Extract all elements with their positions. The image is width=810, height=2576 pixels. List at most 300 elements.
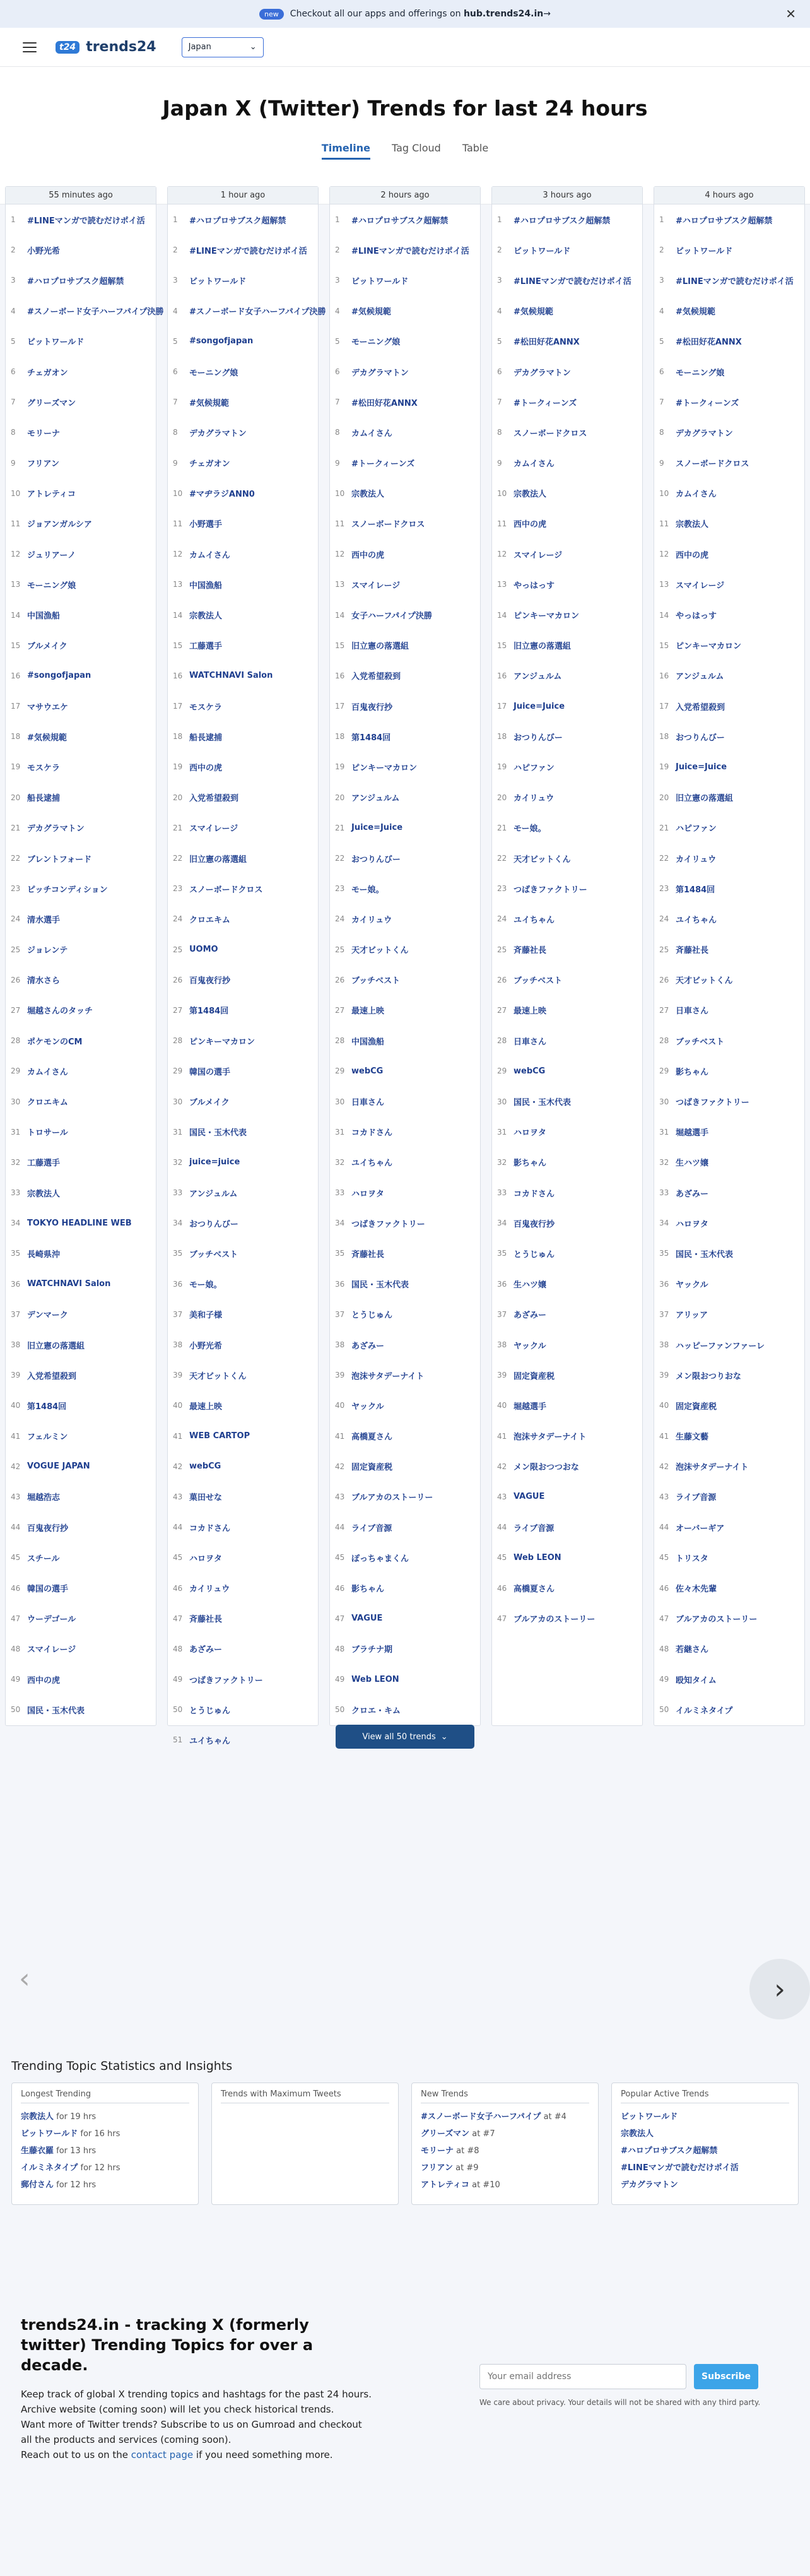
trend-link[interactable]: #マヂラジANN0	[189, 490, 255, 500]
trend-link[interactable]: コカドさん	[189, 1523, 231, 1533]
stats-trend-link[interactable]: #スノーボード女子ハーフパイプ	[421, 2112, 541, 2122]
trend-link[interactable]: 韓国の選手	[189, 1067, 231, 1077]
trend-item[interactable]	[654, 1330, 804, 1360]
trend-link[interactable]: 第1484回	[27, 1402, 67, 1412]
trend-link[interactable]: #LINEマンガで読むだけポイ活	[514, 276, 631, 287]
trend-item[interactable]	[168, 630, 318, 661]
stats-trend-link[interactable]: 郵付さん	[21, 2180, 54, 2190]
stats-trend-link[interactable]: 生藤衣羅	[21, 2146, 54, 2156]
trend-item[interactable]	[654, 873, 804, 904]
trend-item[interactable]	[6, 1573, 156, 1603]
trend-link[interactable]: #トークィーンズ	[351, 459, 415, 470]
trend-link[interactable]: とうじゅん	[189, 1706, 231, 1716]
trend-item[interactable]	[168, 1573, 318, 1603]
trend-link[interactable]: クロエキム	[189, 915, 230, 925]
trend-item[interactable]	[654, 1421, 804, 1451]
trend-link[interactable]: ピッチコンディション	[27, 885, 108, 895]
trend-item[interactable]	[168, 1086, 318, 1116]
trend-item[interactable]	[330, 1694, 480, 1725]
trend-link[interactable]: 第1484回	[676, 885, 715, 895]
trend-link[interactable]: 旧立憲の落選組	[676, 794, 734, 804]
trend-link[interactable]: アンジュルム	[189, 1189, 238, 1199]
trend-item[interactable]	[492, 235, 642, 265]
trend-link[interactable]: ブルメイク	[189, 1098, 230, 1108]
trend-link[interactable]: #songofjapan	[189, 336, 254, 346]
trend-item[interactable]	[168, 873, 318, 904]
trend-item[interactable]	[654, 1512, 804, 1542]
trend-link[interactable]: アンジュルム	[351, 794, 400, 804]
trend-item[interactable]	[330, 1269, 480, 1299]
trend-item[interactable]	[168, 1482, 318, 1512]
trend-link[interactable]: 西中の虎	[189, 763, 223, 773]
trend-item[interactable]	[330, 478, 480, 509]
trend-link[interactable]: アトレティコ	[27, 490, 76, 500]
trend-item[interactable]	[654, 1238, 804, 1268]
trend-item[interactable]	[654, 843, 804, 873]
trend-link[interactable]: TOKYO HEADLINE WEB	[27, 1218, 132, 1228]
trend-link[interactable]: 宗教法人	[189, 612, 223, 622]
trend-link[interactable]: 高橋夏さん	[514, 1585, 555, 1595]
country-select[interactable]	[182, 37, 264, 57]
trend-link[interactable]: 天才ビットくん	[514, 854, 571, 865]
trend-link[interactable]: ヤックル	[351, 1402, 384, 1412]
trend-item[interactable]	[6, 1451, 156, 1482]
trend-item[interactable]	[492, 387, 642, 417]
trend-item[interactable]	[492, 448, 642, 478]
trend-item[interactable]	[492, 1512, 642, 1542]
trend-link[interactable]: あざみー	[514, 1311, 547, 1321]
trend-item[interactable]	[492, 873, 642, 904]
trend-link[interactable]: #ハロプロサブスク超解禁	[514, 216, 611, 226]
next-arrow-icon[interactable]: ›	[749, 1959, 810, 2019]
trend-item[interactable]	[168, 1542, 318, 1573]
trend-item[interactable]	[492, 1238, 642, 1268]
trend-item[interactable]	[654, 600, 804, 630]
trend-item[interactable]	[6, 448, 156, 478]
trend-item[interactable]	[6, 1542, 156, 1573]
trend-item[interactable]	[654, 721, 804, 752]
trend-item[interactable]	[168, 600, 318, 630]
trend-link[interactable]: 最速上映	[189, 1402, 223, 1412]
trend-link[interactable]: 斉藤社長	[676, 946, 709, 956]
trend-item[interactable]	[654, 1025, 804, 1056]
menu-icon[interactable]	[23, 42, 37, 52]
trend-item[interactable]	[654, 265, 804, 295]
trend-link[interactable]: 殴知タイム	[676, 1675, 717, 1686]
stats-trend-link[interactable]: アトレティコ	[421, 2180, 469, 2190]
trend-link[interactable]: 国民・玉木代表	[189, 1128, 247, 1138]
trend-link[interactable]: 入党希望殺到	[676, 702, 725, 712]
trend-link[interactable]: webCG	[514, 1066, 546, 1076]
trend-link[interactable]: ライブ音源	[514, 1523, 555, 1533]
trend-item[interactable]	[168, 1269, 318, 1299]
contact-link[interactable]: contact page	[131, 2449, 194, 2461]
trend-link[interactable]: #気候規範	[351, 307, 391, 317]
trend-link[interactable]: アリッア	[676, 1311, 708, 1321]
trend-link[interactable]: 生ハツ嬢	[676, 1159, 709, 1169]
trend-link[interactable]: 中国漁船	[189, 581, 223, 591]
trend-link[interactable]: おつりんびー	[189, 1219, 238, 1229]
trend-item[interactable]	[6, 721, 156, 752]
trend-link[interactable]: ブレントフォード	[27, 854, 92, 865]
trend-link[interactable]: スマイレージ	[514, 550, 563, 560]
trend-link[interactable]: フリアン	[27, 459, 59, 470]
trend-link[interactable]: 小野光希	[27, 246, 61, 256]
trend-link[interactable]: 固定資産税	[514, 1371, 555, 1381]
trend-link[interactable]: ピンキーマカロン	[676, 642, 742, 652]
trend-item[interactable]	[168, 539, 318, 569]
trend-link[interactable]: 影ちゃん	[514, 1159, 547, 1169]
trend-item[interactable]	[654, 296, 804, 326]
trend-link[interactable]: 韓国の選手	[27, 1585, 69, 1595]
trend-item[interactable]	[492, 539, 642, 569]
trend-item[interactable]	[492, 1178, 642, 1208]
trend-link[interactable]: カムイさん	[514, 459, 555, 470]
trend-item[interactable]	[330, 204, 480, 235]
trend-item[interactable]	[492, 904, 642, 934]
stats-trend-link[interactable]: フリアン	[421, 2163, 453, 2173]
trend-link[interactable]: #松田好花ANNX	[676, 338, 742, 348]
trend-item[interactable]	[330, 265, 480, 295]
trend-item[interactable]	[492, 569, 642, 600]
trend-item[interactable]	[168, 509, 318, 539]
trend-item[interactable]	[330, 1208, 480, 1238]
trend-link[interactable]: 百鬼夜行抄	[514, 1219, 555, 1229]
trend-link[interactable]: ビットワールド	[676, 246, 733, 256]
trend-item[interactable]	[168, 935, 318, 965]
trend-item[interactable]	[654, 417, 804, 447]
trend-item[interactable]	[330, 1604, 480, 1634]
trend-link[interactable]: ヤックル	[676, 1280, 708, 1291]
trend-item[interactable]	[6, 1634, 156, 1664]
trend-link[interactable]: #気候規範	[514, 307, 553, 317]
trend-item[interactable]	[654, 1360, 804, 1390]
trend-link[interactable]: マサウエケ	[27, 702, 69, 712]
trend-item[interactable]	[168, 721, 318, 752]
trend-link[interactable]: チェガオン	[27, 368, 68, 378]
trend-link[interactable]: 天才ビットくん	[676, 976, 733, 986]
trend-link[interactable]: カイリュウ	[514, 794, 555, 804]
trend-link[interactable]: #LINEマンガで読むだけポイ活	[27, 216, 145, 226]
stats-trend-link[interactable]: 宗教法人	[21, 2112, 54, 2122]
trend-link[interactable]: ブッチベスト	[676, 1037, 725, 1047]
trend-link[interactable]: #ハロプロサブスク超解禁	[27, 276, 124, 287]
trend-item[interactable]	[654, 1451, 804, 1482]
trend-link[interactable]: ハピファン	[676, 824, 717, 834]
trend-item[interactable]	[492, 1360, 642, 1390]
trend-item[interactable]	[330, 387, 480, 417]
trend-item[interactable]	[654, 1178, 804, 1208]
trend-item[interactable]	[492, 1482, 642, 1512]
trend-item[interactable]	[330, 1451, 480, 1482]
trend-item[interactable]	[492, 478, 642, 509]
trend-item[interactable]	[654, 630, 804, 661]
trend-link[interactable]: モリーナ	[27, 428, 61, 439]
trend-item[interactable]	[492, 265, 642, 295]
trend-link[interactable]: 最速上映	[514, 1007, 547, 1017]
trend-item[interactable]	[492, 1330, 642, 1360]
trend-link[interactable]: 固定資産税	[351, 1463, 393, 1473]
trend-link[interactable]: 中国漁船	[27, 612, 61, 622]
trend-item[interactable]	[330, 752, 480, 782]
trend-link[interactable]: モーニング娘	[676, 368, 725, 378]
trend-item[interactable]	[168, 1451, 318, 1482]
trend-link[interactable]: 最速上映	[351, 1007, 385, 1017]
trend-link[interactable]: ユイちゃん	[351, 1159, 393, 1169]
trend-link[interactable]: ブルメイク	[27, 642, 68, 652]
trend-link[interactable]: WATCHNAVI Salon	[27, 1279, 111, 1289]
trend-item[interactable]	[168, 995, 318, 1025]
trend-link[interactable]: Juice=Juice	[514, 701, 565, 711]
trend-link[interactable]: ユイちゃん	[676, 915, 717, 925]
trend-item[interactable]	[330, 235, 480, 265]
trend-link[interactable]: ジュリアーノ	[27, 550, 76, 560]
trend-item[interactable]	[6, 1238, 156, 1268]
trend-link[interactable]: #songofjapan	[27, 671, 91, 681]
trend-item[interactable]	[654, 1573, 804, 1603]
view-all-button[interactable]	[336, 1725, 474, 1749]
trend-item[interactable]	[492, 600, 642, 630]
trend-item[interactable]	[492, 995, 642, 1025]
trend-link[interactable]: デカグラマトン	[27, 824, 85, 834]
trend-link[interactable]: カムイさん	[189, 550, 230, 560]
trend-item[interactable]	[492, 1269, 642, 1299]
trend-link[interactable]: コカドさん	[514, 1189, 555, 1199]
trend-item[interactable]	[330, 1117, 480, 1147]
trend-item[interactable]	[654, 691, 804, 721]
trend-item[interactable]	[492, 357, 642, 387]
trend-item[interactable]	[6, 1086, 156, 1116]
trend-link[interactable]: オーバーギア	[676, 1523, 725, 1533]
trend-link[interactable]: カムイさん	[351, 428, 392, 439]
trend-item[interactable]	[168, 1725, 318, 1755]
trend-link[interactable]: やっはっす	[676, 612, 717, 622]
trend-item[interactable]	[168, 1360, 318, 1390]
trend-item[interactable]	[6, 661, 156, 691]
trend-link[interactable]: #ハロプロサブスク超解禁	[189, 216, 286, 226]
trend-link[interactable]: #スノーボード女子ハーフパイプ決勝	[189, 307, 326, 317]
trend-item[interactable]	[492, 1421, 642, 1451]
trend-item[interactable]	[330, 1330, 480, 1360]
trend-item[interactable]	[492, 1451, 642, 1482]
trend-link[interactable]: ハロヲタ	[351, 1189, 384, 1199]
trend-link[interactable]: 生藤文藝	[676, 1433, 709, 1443]
trend-item[interactable]	[168, 965, 318, 995]
trend-link[interactable]: 日車さん	[351, 1098, 385, 1108]
trend-item[interactable]	[168, 417, 318, 447]
trend-item[interactable]	[6, 326, 156, 357]
trend-link[interactable]: 生ハツ嬢	[514, 1280, 547, 1291]
trend-item[interactable]	[168, 296, 326, 326]
trend-link[interactable]: カイリュウ	[351, 915, 392, 925]
trend-link[interactable]: 泡沫サタデーナイト	[676, 1463, 749, 1473]
trend-link[interactable]: 天才ビットくん	[351, 946, 409, 956]
trend-item[interactable]	[492, 417, 642, 447]
trend-item[interactable]	[168, 1604, 318, 1634]
trend-link[interactable]: ブルアカのストーリー	[676, 1615, 758, 1625]
trend-item[interactable]	[6, 1421, 156, 1451]
trend-item[interactable]	[654, 1117, 804, 1147]
trend-link[interactable]: スノーボードクロス	[189, 885, 263, 895]
trend-link[interactable]: 斉藤社長	[514, 946, 547, 956]
trend-link[interactable]: スマイレージ	[189, 824, 238, 834]
trend-item[interactable]	[654, 1147, 804, 1178]
trend-link[interactable]: 高橋夏さん	[351, 1433, 393, 1443]
trend-item[interactable]	[168, 813, 318, 843]
trend-item[interactable]	[330, 935, 480, 965]
trend-link[interactable]: ブルアカのストーリー	[514, 1615, 596, 1625]
trend-item[interactable]	[492, 296, 642, 326]
trend-link[interactable]: 旧立憲の落選組	[189, 854, 247, 865]
trend-link[interactable]: 影ちゃん	[351, 1585, 385, 1595]
trend-link[interactable]: 国民・玉木代表	[676, 1250, 734, 1260]
trend-link[interactable]: クロエ・キム	[351, 1706, 401, 1716]
trend-link[interactable]: 旧立憲の落選組	[27, 1341, 85, 1351]
trend-item[interactable]	[6, 296, 164, 326]
trend-item[interactable]	[492, 1056, 642, 1086]
trend-link[interactable]: 第1484回	[351, 733, 391, 743]
trend-item[interactable]	[492, 752, 642, 782]
trend-link[interactable]: ビットワールド	[514, 246, 571, 256]
trend-link[interactable]: デカグラマトン	[351, 368, 409, 378]
trend-link[interactable]: 国民・玉木代表	[514, 1098, 572, 1108]
trend-item[interactable]	[492, 1147, 642, 1178]
trend-item[interactable]	[6, 1025, 156, 1056]
trend-link[interactable]: 堀越浩志	[27, 1493, 61, 1503]
trend-item[interactable]	[492, 1208, 642, 1238]
trend-item[interactable]	[654, 326, 804, 357]
trend-link[interactable]: つばきファクトリー	[514, 885, 587, 895]
trend-link[interactable]: 国民・玉木代表	[27, 1706, 85, 1716]
trend-link[interactable]: メン限おつつおな	[514, 1463, 579, 1473]
trend-link[interactable]: ビットワールド	[27, 338, 85, 348]
trend-item[interactable]	[168, 904, 318, 934]
trend-item[interactable]	[330, 1238, 480, 1268]
trend-item[interactable]	[330, 813, 480, 843]
trend-link[interactable]: やっはっす	[514, 581, 555, 591]
trend-link[interactable]: ビットワールド	[189, 276, 247, 287]
trend-link[interactable]: 工藤選手	[27, 1159, 61, 1169]
trend-link[interactable]: ピンキーマカロン	[351, 763, 418, 773]
trend-link[interactable]: イルミネタイプ	[676, 1706, 733, 1716]
trend-item[interactable]	[168, 1512, 318, 1542]
trend-link[interactable]: Web LEON	[514, 1552, 561, 1563]
trend-item[interactable]	[168, 661, 318, 691]
trend-item[interactable]	[168, 265, 318, 295]
trend-link[interactable]: ハロヲタ	[189, 1554, 222, 1564]
trend-link[interactable]: クロエキム	[27, 1098, 68, 1108]
trend-link[interactable]: おつりんびー	[514, 733, 563, 743]
trend-link[interactable]: モーニング娘	[189, 368, 238, 378]
trend-item[interactable]	[6, 1056, 156, 1086]
trend-item[interactable]	[330, 569, 480, 600]
trend-link[interactable]: 小野光希	[189, 1341, 223, 1351]
trend-item[interactable]	[330, 783, 480, 813]
trend-item[interactable]	[330, 509, 480, 539]
trend-item[interactable]	[492, 691, 642, 721]
trend-link[interactable]: 女子ハーフパイプ決勝	[351, 612, 432, 622]
trend-link[interactable]: とうじゅん	[514, 1250, 555, 1260]
trend-item[interactable]	[168, 1634, 318, 1664]
trend-link[interactable]: Web LEON	[351, 1674, 399, 1684]
trend-item[interactable]	[6, 478, 156, 509]
subscribe-button[interactable]: Subscribe	[694, 2364, 758, 2389]
trend-item[interactable]	[492, 813, 642, 843]
email-field[interactable]	[479, 2364, 686, 2389]
trend-link[interactable]: #松田好花ANNX	[514, 338, 580, 348]
trend-item[interactable]	[6, 1269, 156, 1299]
trend-item[interactable]	[168, 1694, 318, 1725]
trend-item[interactable]	[492, 326, 642, 357]
trend-item[interactable]	[330, 1664, 480, 1694]
trend-link[interactable]: おつりんびー	[351, 854, 401, 865]
trend-link[interactable]: モーニング娘	[351, 338, 401, 348]
trend-link[interactable]: 堀越選手	[676, 1128, 709, 1138]
trend-item[interactable]	[492, 783, 642, 813]
trend-link[interactable]: #気候規範	[189, 398, 229, 408]
trend-link[interactable]: スノーボードクロス	[514, 428, 587, 439]
trend-item[interactable]	[6, 995, 156, 1025]
trend-link[interactable]: おつりんびー	[676, 733, 725, 743]
trend-link[interactable]: 清水さら	[27, 976, 61, 986]
trend-link[interactable]: スマイレージ	[676, 581, 725, 591]
trend-link[interactable]: VOGUE JAPAN	[27, 1462, 90, 1472]
trend-item[interactable]	[330, 1147, 480, 1178]
stats-trend-link[interactable]: 宗教法人	[621, 2129, 654, 2139]
trend-item[interactable]	[168, 448, 318, 478]
trend-item[interactable]	[168, 1178, 318, 1208]
trend-link[interactable]: 入党希望殺到	[27, 1371, 77, 1381]
trend-link[interactable]: ハピファン	[514, 763, 555, 773]
trend-link[interactable]: ピンキーマカロン	[514, 612, 580, 622]
trend-item[interactable]	[654, 387, 804, 417]
trend-link[interactable]: ハッピーファンファーレ	[676, 1341, 765, 1351]
trend-link[interactable]: スチール	[27, 1554, 60, 1564]
trend-link[interactable]: #スノーボード女子ハーフパイプ決勝	[27, 307, 164, 317]
trend-link[interactable]: コカドさん	[351, 1128, 393, 1138]
trend-link[interactable]: UOMO	[189, 945, 218, 955]
trend-link[interactable]: #ハロプロサブスク超解禁	[351, 216, 449, 226]
trend-item[interactable]	[6, 509, 156, 539]
trend-link[interactable]: #トークィーンズ	[514, 398, 577, 408]
trend-item[interactable]	[654, 783, 804, 813]
trend-link[interactable]: カムイさん	[27, 1067, 68, 1077]
trend-item[interactable]	[168, 235, 318, 265]
trend-link[interactable]: 中国漁船	[351, 1037, 385, 1047]
trend-link[interactable]: モスケラ	[27, 763, 61, 773]
trend-item[interactable]	[6, 630, 156, 661]
trend-link[interactable]: #気候規範	[676, 307, 715, 317]
trend-item[interactable]	[168, 843, 318, 873]
logo[interactable]	[56, 39, 156, 55]
trend-link[interactable]: 船長逮捕	[189, 733, 223, 743]
trend-link[interactable]: チェガオン	[189, 459, 230, 470]
trend-link[interactable]: ライブ音源	[351, 1523, 392, 1533]
trend-item[interactable]	[492, 1299, 642, 1330]
trend-item[interactable]	[654, 935, 804, 965]
trend-item[interactable]	[492, 843, 642, 873]
stats-trend-link[interactable]: #LINEマンガで読むだけポイ活	[621, 2163, 739, 2173]
trend-link[interactable]: 入党希望殺到	[351, 672, 401, 682]
trend-item[interactable]	[168, 1299, 318, 1330]
trend-link[interactable]: 美和子様	[189, 1311, 223, 1321]
tab-tag-cloud[interactable]: Tag Cloud	[391, 142, 441, 154]
trend-item[interactable]	[654, 448, 804, 478]
trend-item[interactable]	[168, 1421, 318, 1451]
trend-item[interactable]	[168, 783, 318, 813]
trend-item[interactable]	[330, 1634, 480, 1664]
trend-item[interactable]	[654, 661, 804, 691]
